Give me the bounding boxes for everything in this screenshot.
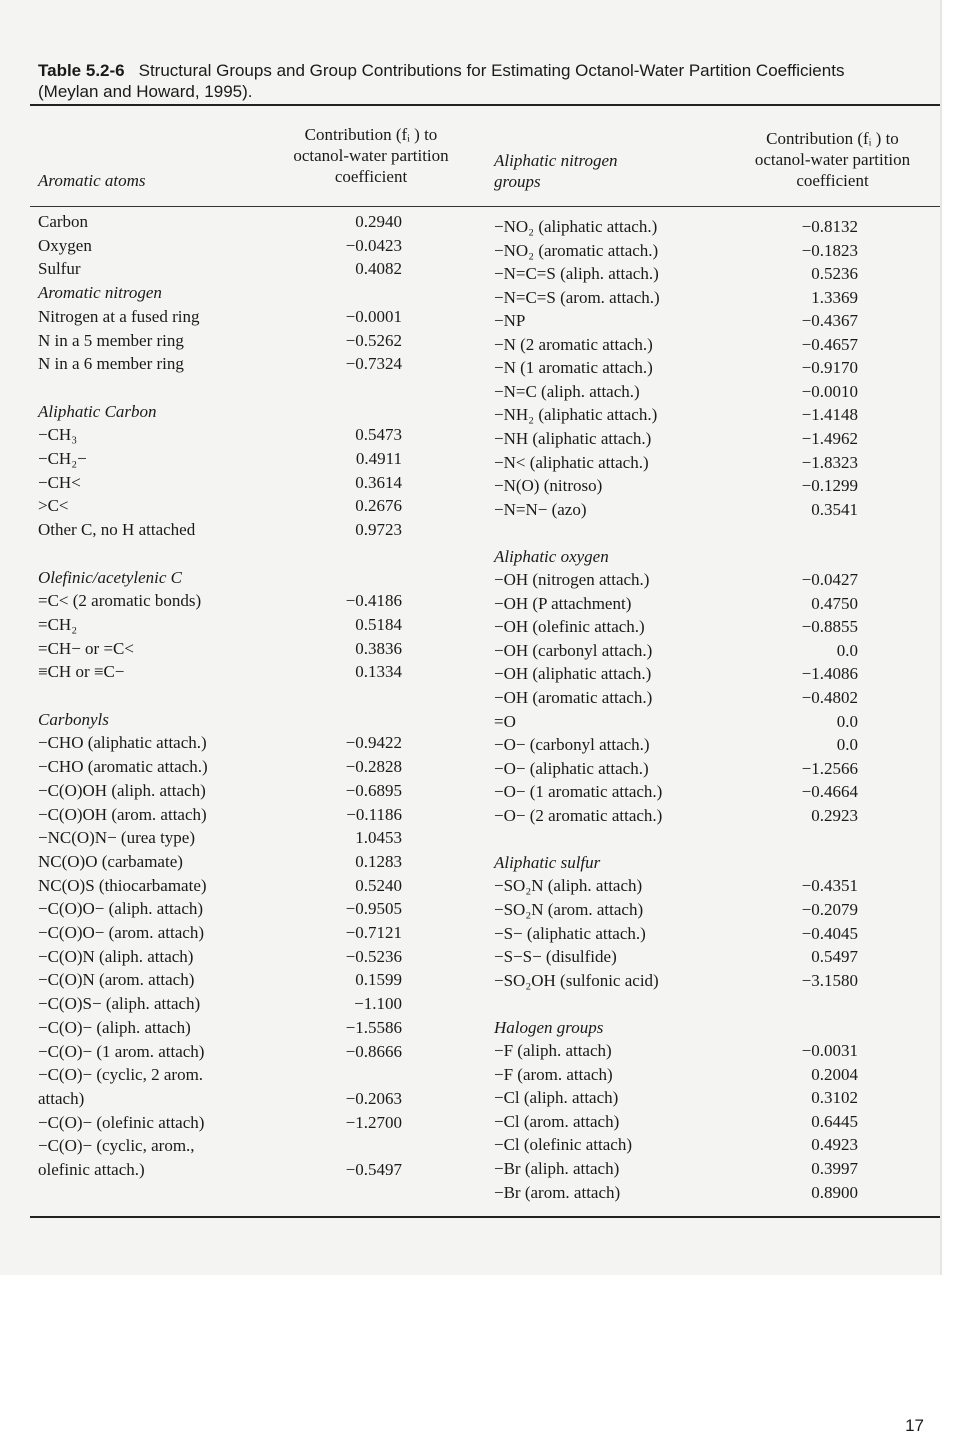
group-name: −N=C=S (arom. attach.) (494, 287, 660, 307)
header-right-contribution: Contribution (fᵢ ) to octanol-water partition coefficient (754, 129, 911, 190)
contribution-value: 0.5184 (355, 614, 402, 634)
contribution-value: 0.4082 (355, 259, 402, 279)
contribution-value: −0.8666 (345, 1041, 402, 1061)
section-heading: Carbonyls (38, 709, 109, 729)
group-name: −Br (aliph. attach) (494, 1159, 620, 1178)
group-name: N in a 6 member ring (38, 354, 184, 374)
contribution-value: −0.0427 (801, 570, 858, 590)
group-name: −O− (2 aromatic attach.) (494, 805, 663, 825)
group-name: NC(O)O (carbamate) (38, 851, 183, 871)
contribution-value: 0.2004 (811, 1064, 858, 1084)
group-name: =C< (2 aromatic bonds) (38, 591, 202, 611)
group-name: −SO₂N (arom. attach) (494, 899, 644, 919)
group-name: Carbon (38, 212, 89, 231)
header-aliphatic-nitrogen: Aliphatic nitrogen groups (494, 151, 618, 191)
contribution-value: −0.5236 (345, 946, 402, 966)
contribution-value: −0.4045 (801, 923, 858, 943)
group-name: −C(O)− (olefinic attach) (38, 1112, 205, 1132)
group-name: −OH (carbonyl attach.) (494, 640, 653, 660)
contribution-value: −0.8132 (801, 217, 858, 236)
group-name: −N=C (aliph. attach.) (494, 381, 640, 401)
contribution-value: 0.3836 (355, 638, 402, 658)
contribution-value: 0.5497 (811, 947, 858, 967)
group-name: −NP (494, 311, 526, 331)
contribution-value: 0.3541 (811, 499, 858, 519)
contribution-value: −1.4962 (801, 428, 858, 448)
header-left-contribution: Contribution (fᵢ ) to octanol-water partition coefficient (293, 125, 449, 186)
group-name: −C(O)− (cyclic, 2 arom. (38, 1065, 204, 1085)
group-name: −N (2 aromatic attach.) (494, 334, 653, 354)
contribution-value: −0.1186 (346, 804, 402, 824)
contribution-value: 0.3997 (811, 1159, 858, 1178)
group-name: −O− (1 aromatic attach.) (494, 782, 663, 802)
group-name: −N=C=S (aliph. attach.) (494, 264, 659, 284)
group-name: olefinic attach.) (38, 1160, 145, 1179)
contribution-value: 0.5236 (811, 264, 858, 284)
group-name: =CH₂ (38, 614, 78, 634)
group-name: −NO₂ (aliphatic attach.) (494, 217, 658, 236)
group-name: Sulfur (38, 259, 81, 279)
contribution-value: −1.2700 (345, 1112, 402, 1132)
group-name: −OH (aromatic attach.) (494, 688, 653, 707)
contribution-value: −0.9505 (345, 899, 402, 919)
group-name: attach) (38, 1088, 85, 1108)
contribution-value: 0.8900 (811, 1182, 858, 1202)
table-caption (38, 60, 888, 102)
contribution-value: −1.8323 (801, 452, 858, 472)
group-name: −Cl (aliph. attach) (494, 1088, 619, 1108)
section-heading: Aromatic nitrogen (38, 283, 162, 303)
contribution-value: −0.5497 (345, 1160, 402, 1179)
group-name: −Br (arom. attach) (494, 1182, 621, 1202)
contribution-value: 0.1283 (355, 851, 402, 871)
group-name: −C(O)S− (aliph. attach) (38, 994, 201, 1014)
table-title: Structural Groups and Group Contributions for Estimating Octanol-Water Partition Coefficients (Meylan and Howard, 1995). (38, 61, 845, 101)
contribution-value: 0.5240 (355, 875, 402, 895)
group-name: −OH (aliphatic attach.) (494, 664, 652, 684)
contribution-value: −0.4664 (801, 782, 858, 802)
contribution-value: −0.9170 (801, 358, 858, 378)
group-name: =O (494, 711, 516, 731)
contribution-value: −3.1580 (801, 970, 858, 990)
group-name: −C(O)O− (arom. attach) (38, 923, 204, 942)
contribution-value: −1.2566 (801, 758, 858, 778)
group-name: Nitrogen at a fused ring (38, 306, 200, 326)
contribution-value: 0.0 (836, 735, 858, 755)
contribution-value: 1.0453 (355, 828, 402, 848)
contribution-value: 0.4911 (355, 449, 402, 468)
group-name: −OH (olefinic attach.) (494, 617, 645, 637)
group-name: −CH₃ (38, 425, 78, 445)
group-name: −CHO (aliphatic attach.) (38, 733, 207, 753)
contribution-value: 0.4750 (811, 593, 858, 613)
group-name: N in a 5 member ring (38, 330, 184, 350)
bottom-rule (30, 1216, 940, 1218)
group-name: −NH₂ (aliphatic attach.) (494, 405, 658, 425)
contribution-value: 1.3369 (811, 287, 858, 307)
group-name: −CH₂− (38, 449, 87, 468)
contribution-value: 0.4923 (811, 1135, 858, 1155)
group-name: Other C, no H attached (38, 520, 196, 540)
group-name: −S− (aliphatic attach.) (494, 923, 646, 943)
contribution-value: −0.2828 (345, 757, 402, 777)
group-name: Oxygen (38, 235, 92, 255)
group-name: −NC(O)N− (urea type) (38, 828, 196, 848)
contribution-value: 0.1599 (355, 970, 402, 990)
contribution-value: −0.7121 (345, 923, 402, 942)
contribution-value: −0.0031 (801, 1041, 858, 1061)
group-name: −NH (aliphatic attach.) (494, 428, 652, 448)
contribution-value: 0.3102 (811, 1088, 858, 1108)
section-heading: Olefinic/acetylenic C (38, 567, 182, 587)
contribution-value: −0.4351 (801, 876, 858, 896)
group-name: =CH− or =C< (38, 638, 134, 658)
group-name: −C(O)− (aliph. attach) (38, 1017, 191, 1037)
contribution-value: 0.0 (836, 711, 858, 731)
page-number: 17 (905, 1416, 924, 1435)
group-name: −S−S− (disulfide) (494, 947, 617, 967)
group-name: −NO₂ (aromatic attach.) (494, 240, 659, 260)
header-rule (30, 206, 940, 207)
group-name: −CH< (38, 472, 81, 492)
contribution-value: −0.0001 (345, 306, 402, 326)
contribution-value: −0.9422 (345, 733, 402, 753)
group-name: −C(O)N (arom. attach) (38, 970, 195, 990)
contribution-value: −0.0010 (801, 381, 858, 401)
group-name: −OH (nitrogen attach.) (494, 570, 650, 590)
group-name: −Cl (arom. attach) (494, 1111, 620, 1131)
section-heading: Aliphatic Carbon (38, 401, 157, 421)
contribution-value: −0.0423 (345, 235, 402, 255)
contribution-value: −0.2063 (345, 1088, 402, 1108)
contribution-value: −0.7324 (345, 354, 402, 374)
group-name: −C(O)OH (aliph. attach) (38, 780, 206, 800)
group-name: −N< (aliphatic attach.) (494, 452, 649, 472)
group-name: −N(O) (nitroso) (494, 476, 603, 496)
section-heading: Aliphatic oxygen (494, 546, 609, 566)
group-name: >C< (38, 496, 69, 516)
group-name: −N (1 aromatic attach.) (494, 358, 653, 378)
contribution-value: 0.5473 (355, 425, 402, 445)
group-name: −CHO (aromatic attach.) (38, 757, 208, 777)
contribution-value: 0.1334 (355, 662, 402, 682)
contribution-value: −0.1823 (801, 240, 858, 260)
contribution-value: −0.4367 (801, 311, 858, 331)
table-label: Table 5.2-6 (38, 61, 125, 80)
top-rule (30, 104, 940, 106)
contribution-value: 0.3614 (355, 472, 402, 492)
group-name: −N=N− (azo) (494, 499, 587, 519)
contribution-value: 0.6445 (811, 1111, 858, 1131)
contribution-value: −1.4086 (801, 664, 858, 684)
contribution-value: −0.4186 (345, 591, 402, 611)
contribution-value: −0.4802 (801, 688, 858, 707)
group-name: ≡CH or ≡C− (38, 662, 125, 682)
contribution-value: −1.5586 (345, 1017, 402, 1037)
contribution-value: 0.9723 (355, 520, 402, 540)
group-name: −C(O)OH (arom. attach) (38, 804, 207, 824)
contribution-value: −1.4148 (801, 405, 858, 425)
group-name: −SO₂OH (sulfonic acid) (494, 970, 659, 990)
group-name: −F (arom. attach) (494, 1064, 613, 1084)
group-name: NC(O)S (thiocarbamate) (38, 875, 207, 895)
contribution-value: −0.8855 (801, 617, 858, 637)
contribution-value: 0.2940 (355, 212, 402, 231)
group-name: −O− (aliphatic attach.) (494, 758, 649, 778)
group-name: −OH (P attachment) (494, 593, 632, 613)
contribution-value: −0.6895 (345, 780, 402, 800)
group-name: −O− (carbonyl attach.) (494, 735, 650, 755)
group-name: −C(O)− (1 arom. attach) (38, 1041, 205, 1061)
group-name: −Cl (olefinic attach) (494, 1135, 632, 1155)
contribution-value: −0.5262 (345, 330, 402, 350)
contribution-value: −0.2079 (801, 899, 858, 919)
group-name: −F (aliph. attach) (494, 1041, 612, 1061)
contribution-value: 0.0 (836, 640, 858, 660)
contribution-value: 0.2923 (811, 805, 858, 825)
contribution-value: −1.100 (354, 994, 402, 1014)
header-aromatic-atoms: Aromatic atoms (38, 171, 146, 190)
contribution-value: −0.1299 (801, 476, 858, 496)
group-name: −C(O)N (aliph. attach) (38, 946, 194, 966)
group-name: −SO₂N (aliph. attach) (494, 876, 643, 896)
contribution-value: 0.2676 (355, 496, 402, 516)
contribution-value: −0.4657 (801, 334, 858, 354)
section-heading: Halogen groups (494, 1017, 604, 1037)
group-name: −C(O)− (cyclic, arom., (38, 1136, 195, 1156)
section-heading: Aliphatic sulfur (494, 852, 601, 872)
group-name: −C(O)O− (aliph. attach) (38, 899, 204, 919)
